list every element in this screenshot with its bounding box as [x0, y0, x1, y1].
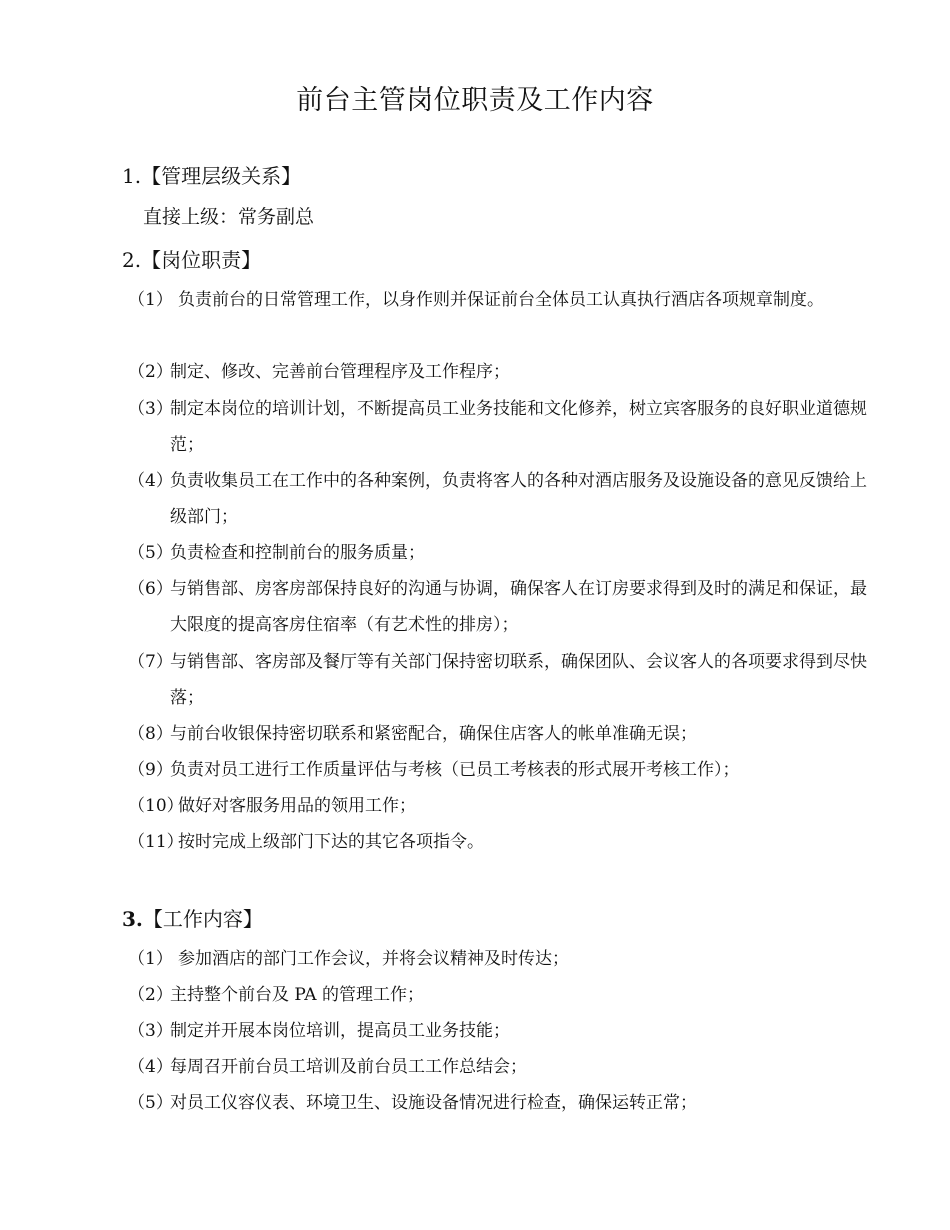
list-item-text: 每周召开前台员工培训及前台员工工作总结会；	[170, 1057, 527, 1077]
list-item-text: 制定、修改、完善前台管理程序及工作程序；	[170, 362, 510, 382]
list-item-text: 负责检查和控制前台的服务质量；	[170, 543, 425, 563]
duty-item-8	[128, 716, 868, 752]
section-number: 3.	[122, 907, 143, 931]
document-title: 前台主管岗位职责及工作内容	[296, 85, 654, 116]
section-number: 1.	[122, 164, 142, 188]
list-item-text: 参加酒店的部门工作会议，并将会议精神及时传达；	[178, 949, 569, 969]
duty-item-6	[128, 571, 868, 643]
work-item-4	[128, 1049, 868, 1085]
list-marker: （11）	[128, 832, 184, 852]
list-marker: （7）	[128, 652, 173, 672]
list-marker: （1）	[128, 290, 173, 310]
duty-item-3	[128, 391, 868, 463]
section-label: 【管理层级关系】	[141, 164, 302, 188]
duty-item-2	[128, 354, 868, 390]
list-item-text: 与销售部、房客房部保持良好的沟通与协调，确保客人在订房要求得到及时的满足和保证，最大限度的提高客房住宿率（有艺术性的排房）；	[170, 579, 867, 635]
list-marker: （1）	[128, 949, 173, 969]
duty-item-7	[128, 644, 868, 716]
list-item-text: 与前台收银保持密切联系和紧密配合，确保住店客人的帐单准确无误；	[170, 724, 697, 744]
section-heading-work	[122, 903, 263, 932]
duty-item-4	[128, 463, 868, 535]
duty-item-11	[128, 824, 868, 860]
list-item-text: 主持整个前台及 PA 的管理工作；	[170, 985, 424, 1005]
list-marker: （3）	[128, 1021, 173, 1041]
section-label: 【岗位职责】	[141, 248, 262, 272]
list-item-text: 对员工仪容仪表、环境卫生、设施设备情况进行检查，确保运转正常；	[170, 1093, 697, 1113]
work-item-2	[128, 977, 868, 1013]
list-marker: （10）	[128, 796, 184, 816]
duty-item-10	[128, 788, 868, 824]
work-item-5	[128, 1085, 868, 1121]
list-item-text: 负责收集员工在工作中的各种案例，负责将客人的各种对酒店服务及设施设备的意见反馈给上级部门；	[170, 471, 867, 527]
duty-item-5	[128, 535, 868, 571]
section-label: 【工作内容】	[142, 907, 263, 931]
list-marker: （4）	[128, 1057, 173, 1077]
list-marker: （5）	[128, 1093, 173, 1113]
list-item-text: 制定并开展本岗位培训，提高员工业务技能；	[170, 1021, 510, 1041]
duty-item-9	[128, 752, 868, 788]
list-item-text: 做好对客服务用品的领用工作；	[178, 796, 416, 816]
list-marker: （9）	[128, 760, 173, 780]
list-marker: （2）	[128, 362, 173, 382]
list-item-text: 按时完成上级部门下达的其它各项指令。	[178, 832, 484, 852]
list-marker: （2）	[128, 985, 173, 1005]
list-marker: （5）	[128, 543, 173, 563]
list-item-text: 负责对员工进行工作质量评估与考核（已员工考核表的形式展开考核工作）；	[170, 760, 740, 780]
list-item-text: 负责前台的日常管理工作，以身作则并保证前台全体员工认真执行酒店各项规章制度。	[178, 290, 824, 310]
list-marker: （3）	[128, 399, 173, 419]
work-item-3	[128, 1013, 868, 1049]
section-heading-hierarchy	[122, 160, 301, 189]
list-marker: （4）	[128, 471, 173, 491]
direct-superior-line: 直接上级：常务副总	[143, 206, 315, 228]
list-marker: （8）	[128, 724, 173, 744]
duty-item-1	[128, 282, 868, 318]
work-item-1	[128, 941, 868, 977]
section-heading-duties	[122, 244, 261, 273]
list-item-text: 与销售部、客房部及餐厅等有关部门保持密切联系，确保团队、会议客人的各项要求得到尽快落；	[170, 652, 867, 708]
list-item-text: 制定本岗位的培训计划，不断提高员工业务技能和文化修养，树立宾客服务的良好职业道德规范；	[170, 399, 867, 455]
list-marker: （6）	[128, 579, 173, 599]
section-number: 2.	[122, 248, 142, 272]
